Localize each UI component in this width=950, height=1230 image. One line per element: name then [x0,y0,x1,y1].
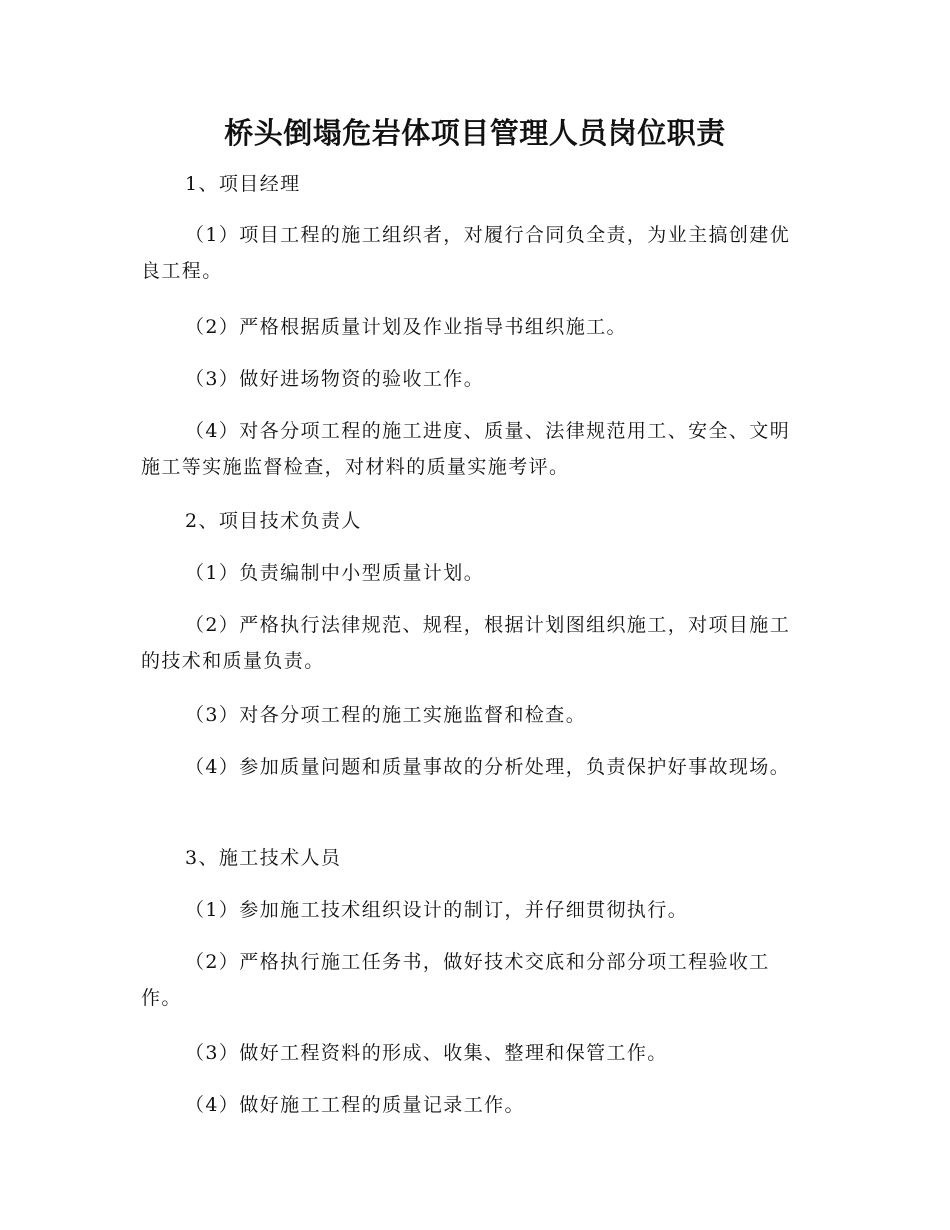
section-heading-technical-lead: 2、项目技术负责人 [185,510,362,532]
paragraph-cs-3: （3）做好工程资料的形成、收集、整理和保管工作。 [185,1042,668,1064]
paragraph-pm-1: （1）项目工程的施工组织者，对履行合同负全责，为业主搞创建优良工程。 [141,224,791,282]
paragraph-pm-2: （2）严格根据质量计划及作业指导书组织施工。 [185,316,627,338]
paragraph-cs-1: （1）参加施工技术组织设计的制订，并仔细贯彻执行。 [185,899,689,921]
section-heading-construction-staff: 3、施工技术人员 [185,847,342,869]
paragraph-cs-4: （4）做好施工工程的质量记录工作。 [185,1094,525,1116]
document-title: 桥头倒塌危岩体项目管理人员岗位职责 [224,116,726,150]
paragraph-pm-3: （3）做好进场物资的验收工作。 [185,368,485,390]
paragraph-tl-2: （2）严格执行法律规范、规程，根据计划图组织施工，对项目施工的技术和质量负责。 [141,614,791,672]
paragraph-pm-4: （4）对各分项工程的施工进度、质量、法律规范用工、安全、文明施工等实施监督检查，对材料的质量实施考评。 [141,420,791,478]
paragraph-tl-4: （4）参加质量问题和质量事故的分析处理，负责保护好事故现场。 [185,756,791,778]
paragraph-tl-1: （1）负责编制中小型质量计划。 [185,562,485,584]
paragraph-tl-3: （3）对各分项工程的施工实施监督和检查。 [185,704,587,726]
section-heading-project-manager: 1、项目经理 [185,173,301,195]
paragraph-cs-2: （2）严格执行施工任务书，做好技术交底和分部分项工程验收工作。 [141,951,770,1009]
